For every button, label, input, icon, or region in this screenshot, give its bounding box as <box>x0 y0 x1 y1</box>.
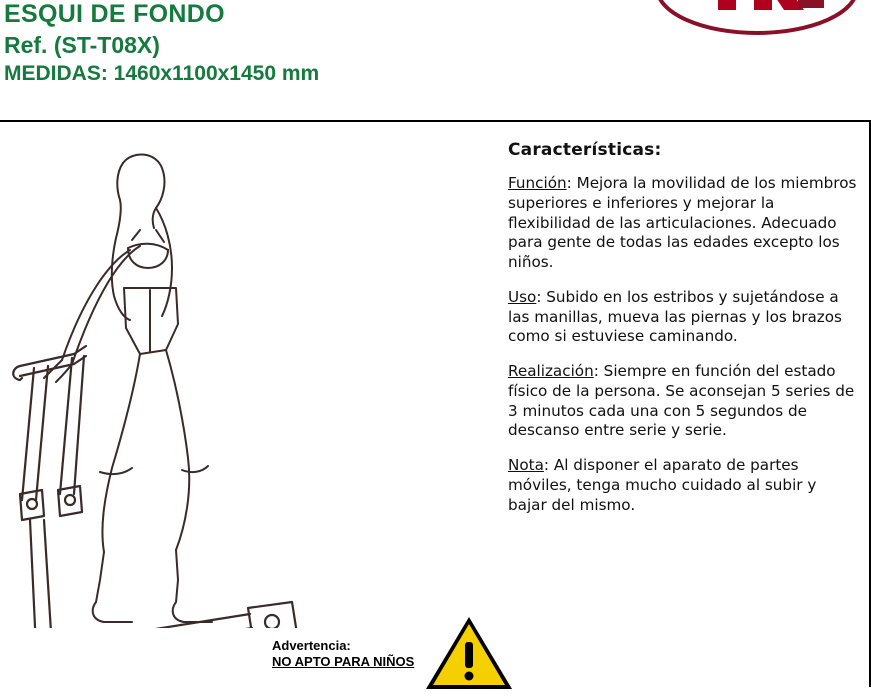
warning-title: Advertencia: <box>272 638 351 653</box>
warning-triangle-icon <box>424 614 514 692</box>
item-text: : Siempre en función del estado físico de la persona. Se aconsejan 5 series de 3 minutos cada una con 5 segundos de descanso entre serie y serie. <box>508 362 855 440</box>
product-reference: Ref. (ST-T08X) <box>4 31 160 58</box>
page-title: ESQUI DE FONDO <box>4 0 225 28</box>
item-lead-label: Uso <box>508 287 537 306</box>
characteristics-item <box>508 362 858 441</box>
product-measures: MEDIDAS: 1460x1100x1450 mm <box>4 61 320 85</box>
company-logo <box>648 0 866 56</box>
item-text: : Al disponer el aparato de partes móviles, tenga mucho cuidado al subir y bajar del mismo. <box>508 456 817 514</box>
item-text: : Mejora la movilidad de los miembros superiores e inferiores y mejorar la flexibilidad de las articulaciones. Adecuado para gente de todas las edades excepto los niños. <box>508 174 857 271</box>
characteristics-section <box>508 140 858 530</box>
warning-subtitle: NO APTO PARA NIÑOS <box>272 654 415 670</box>
document-header <box>0 0 871 110</box>
item-lead-label: Realización <box>508 362 594 380</box>
characteristics-item <box>508 456 858 515</box>
characteristics-heading: Características: <box>508 140 662 160</box>
header-divider <box>0 120 871 122</box>
characteristics-item <box>508 288 858 347</box>
title-block <box>4 0 319 86</box>
item-text: : Subido en los estribos y sujetándose a las manillas, mueva las piernas y los brazos como si estuviese caminando. <box>508 287 842 346</box>
item-lead-label: Función <box>508 174 567 192</box>
characteristics-item <box>508 174 858 273</box>
item-lead-label: Nota <box>508 456 544 474</box>
machine-illustration <box>0 128 470 628</box>
